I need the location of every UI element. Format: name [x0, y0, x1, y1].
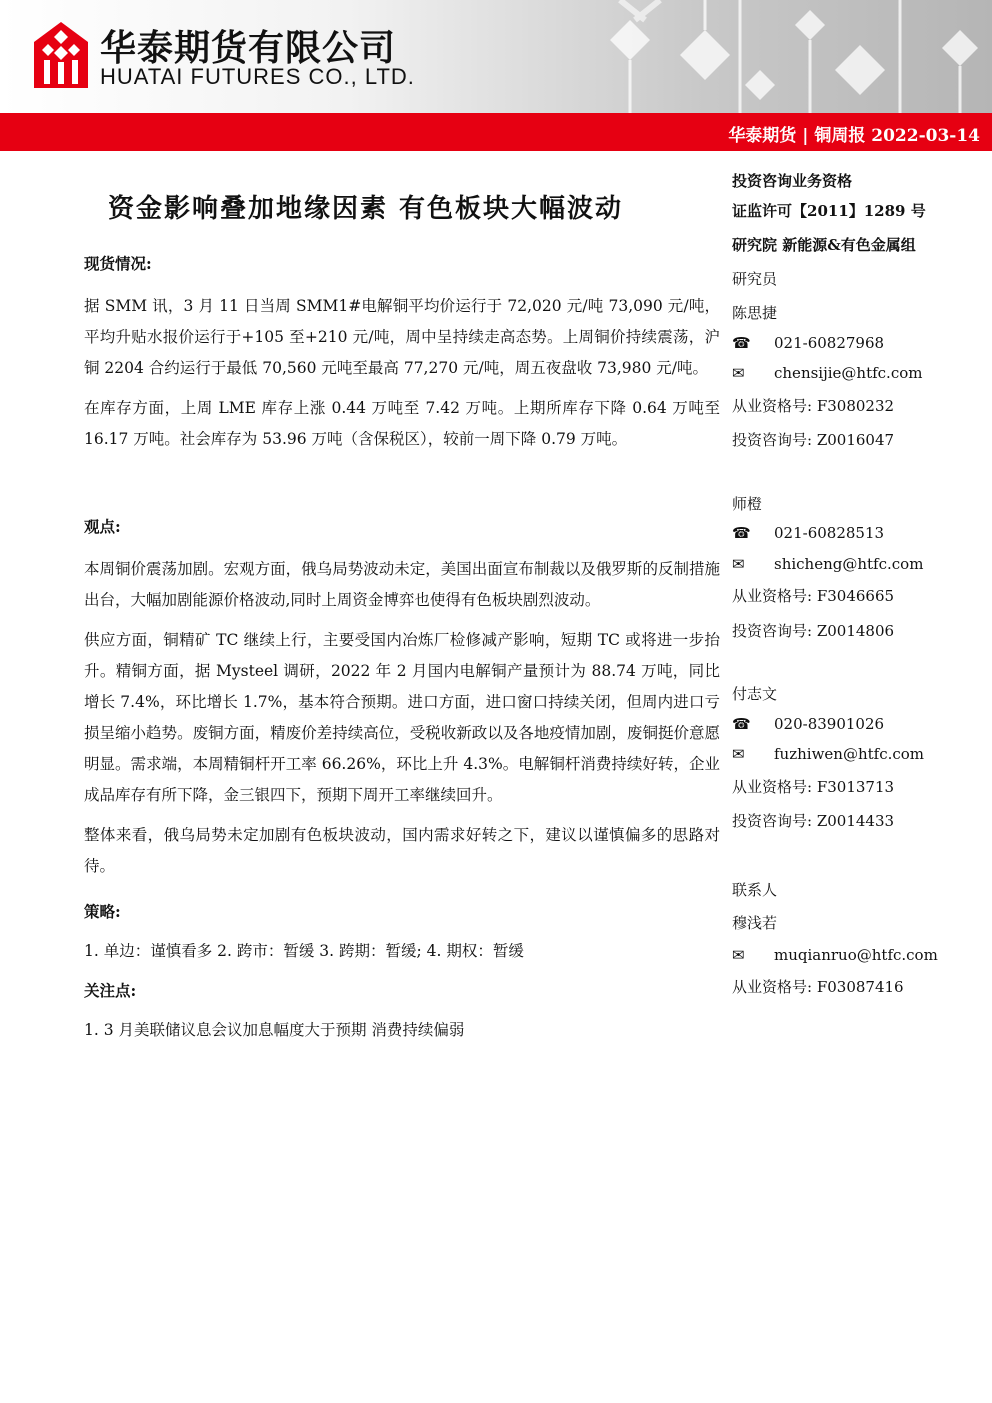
license-number: 证监许可【2011】1289 号: [732, 202, 926, 220]
cert-number: 从业资格号: F3013713: [732, 778, 895, 796]
phone-icon: ☎: [732, 334, 751, 352]
main-content: [84, 252, 720, 1046]
email-link[interactable]: fuzhiwen@htfc.com: [774, 745, 925, 763]
spot-paragraph-1: 据 SMM 讯，3 月 11 日当周 SMM1#电解铜平均价运行于 72,020 元/吨 73,090 元/吨，平均升贴水报价运行于+105 至+210 元/吨，周中呈持续走高态势。上周铜价持续震荡，沪铜 2204 合约运行于最低 70,560 元吨至最高 77,270 元/吨，周五夜盘收 73,980 元/吨。: [84, 297, 720, 377]
huatai-logo-icon: [34, 22, 88, 88]
focus-paragraph: 1. 3 月美联储议息会议加息幅度大于预期 消费持续偏弱: [84, 1021, 465, 1039]
strategy-paragraph: 1. 单边：谨慎看多 2. 跨市：暂缓 3. 跨期：暂缓; 4. 期权：暂缓: [84, 942, 524, 960]
email-row: [732, 946, 938, 964]
section-heading-strategy: 策略:: [84, 902, 121, 921]
contact-label: 联系人: [732, 881, 778, 899]
view-paragraph-3: 整体来看，俄乌局势未定加剧有色板块波动，国内需求好转之下，建议以谨慎偏多的思路对待。: [84, 826, 720, 875]
email-row: [732, 555, 924, 573]
section-heading-focus: 关注点:: [84, 981, 137, 1000]
phone-number: 020-83901026: [774, 715, 885, 733]
email-row: [732, 364, 923, 382]
phone-icon: ☎: [732, 715, 751, 733]
advisory-number: 投资咨询号: Z0014806: [732, 622, 895, 640]
institute-name: 研究院 新能源&有色金属组: [732, 236, 916, 254]
email-link[interactable]: chensijie@htfc.com: [774, 364, 923, 382]
report-banner: [0, 113, 992, 151]
email-link[interactable]: muqianruo@htfc.com: [774, 946, 938, 964]
phone-number: 021-60828513: [774, 524, 885, 542]
mail-icon: ✉: [732, 745, 745, 763]
phone-row: [732, 524, 885, 542]
contact-name: 穆浅若: [732, 914, 778, 932]
phone-number: 021-60827968: [774, 334, 885, 352]
researcher-name: 师橙: [732, 495, 763, 513]
view-paragraph-1: 本周铜价震荡加剧。宏观方面，俄乌局势波动未定，美国出面宣布制裁以及俄罗斯的反制措施出台，大幅加剧能源价格波动,同时上周资金博弈也使得有色板块剧烈波动。: [84, 560, 720, 609]
advisory-number: 投资咨询号: Z0014433: [732, 812, 895, 830]
report-banner-text: 华泰期货 | 铜周报 2022-03-14: [728, 126, 980, 146]
mail-icon: ✉: [732, 555, 745, 573]
email-row: [732, 745, 925, 763]
company-name-en: HUATAI FUTURES CO., LTD.: [100, 64, 415, 89]
phone-icon: ☎: [732, 524, 751, 542]
report-title: 资金影响叠加地缘因素 有色板块大幅波动: [108, 194, 624, 224]
researcher-name: 陈思捷: [732, 304, 778, 322]
email-link[interactable]: shicheng@htfc.com: [774, 555, 924, 573]
researcher-label: 研究员: [732, 270, 778, 288]
mail-icon: ✉: [732, 946, 745, 964]
page-header: [0, 0, 992, 113]
cert-number: 从业资格号: F3080232: [732, 397, 895, 415]
section-heading-view: 观点:: [84, 517, 121, 536]
company-name-cn: 华泰期货有限公司: [100, 28, 397, 69]
mail-icon: ✉: [732, 364, 745, 382]
spot-paragraph-2: 在库存方面，上周 LME 库存上涨 0.44 万吨至 7.42 万吨。上期所库存下降 0.64 万吨至 16.17 万吨。社会库存为 53.96 万吨（含保税区），较前一周下降 0.79 万吨。: [84, 399, 720, 448]
section-heading-spot: 现货情况:: [84, 254, 152, 273]
phone-row: [732, 715, 885, 733]
advisory-number: 投资咨询号: Z0016047: [732, 431, 895, 449]
researcher-name: 付志文: [732, 685, 778, 703]
qualification-title: 投资咨询业务资格: [732, 172, 853, 190]
cert-number: 从业资格号: F03087416: [732, 978, 904, 996]
phone-row: [732, 334, 885, 352]
decorative-pattern: [560, 0, 992, 113]
view-paragraph-2: 供应方面，铜精矿 TC 继续上行，主要受国内冶炼厂检修减产影响，短期 TC 或将进一步抬升。精铜方面，据 Mysteel 调研，2022 年 2 月国内电解铜产量预计为 88.74 万吨，同比增长 7.4%，环比增长 1.7%，基本符合预期。进口方面，进口窗口持续关闭，但周内进口亏损呈缩小趋势。废铜方面，精废价差持续高位，受税收新政以及各地疫情加剧，废铜挺价意愿明显。需求端，本周精铜杆开工率 66.26%，环比上升 4.3%。电解铜杆消费持续好转，企业成品库存有所下降，金三银四下，预期下周开工率继续回升。: [84, 631, 720, 804]
cert-number: 从业资格号: F3046665: [732, 587, 895, 605]
